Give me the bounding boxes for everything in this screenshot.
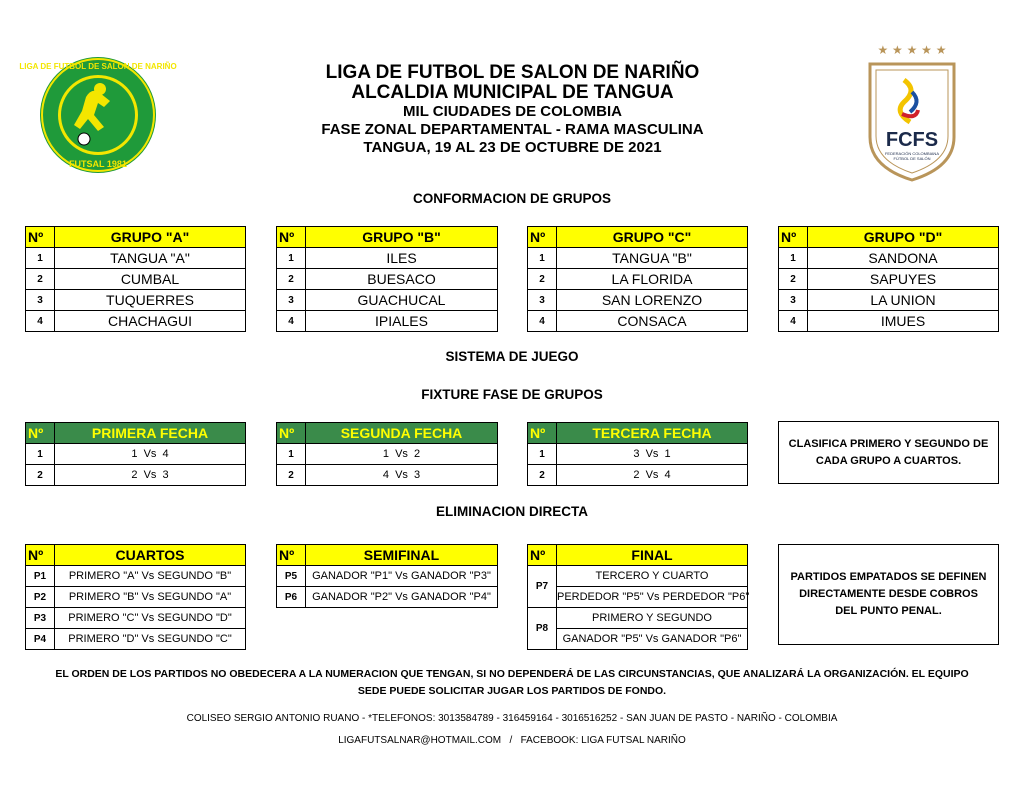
logo-ring-top: LIGA DE FUTBOL DE SALON DE NARIÑO xyxy=(19,62,177,71)
group-title: GRUPO "B" xyxy=(306,227,498,248)
team-name: SAPUYES xyxy=(808,269,999,290)
team-name: BUESACO xyxy=(306,269,498,290)
match-code: P5 xyxy=(277,566,306,587)
match-label: PRIMERO Y SEGUNDO xyxy=(557,608,748,629)
team-name: GUACHUCAL xyxy=(306,290,498,311)
group-c-table xyxy=(527,226,748,332)
row-number: 1 xyxy=(779,248,808,269)
title-alcaldia: ALCALDIA MUNICIPAL DE TANGUA xyxy=(351,82,674,103)
title-date: TANGUA, 19 AL 23 DE OCTUBRE DE 2021 xyxy=(363,139,662,156)
team-name: CHACHAGUI xyxy=(55,311,246,332)
cuartos-table xyxy=(25,544,246,650)
group-title: GRUPO "C" xyxy=(557,227,748,248)
group-title: GRUPO "D" xyxy=(808,227,999,248)
match: PRIMERO "C" Vs SEGUNDO "D" xyxy=(55,608,246,629)
num-header: Nº xyxy=(528,545,557,566)
row-number: 2 xyxy=(779,269,808,290)
match: PRIMERO "A" Vs SEGUNDO "B" xyxy=(55,566,246,587)
row-number: 1 xyxy=(277,248,306,269)
footer-email: LIGAFUTSALNAR@HOTMAIL.COM / FACEBOOK: LIGA FUTSAL NARIÑO xyxy=(338,735,686,746)
row-number: 3 xyxy=(779,290,808,311)
match: GANADOR "P5" Vs GANADOR "P6" xyxy=(557,629,748,650)
row-number: 2 xyxy=(277,269,306,290)
team-name: IMUES xyxy=(808,311,999,332)
document-header xyxy=(250,63,775,157)
match: GANADOR "P1" Vs GANADOR "P3" xyxy=(306,566,498,587)
match-code: P4 xyxy=(26,629,55,650)
fcfs-text: FCFS xyxy=(885,129,939,151)
title-fase: FASE ZONAL DEPARTAMENTAL - RAMA MASCULINA xyxy=(321,121,704,138)
final-title: FINAL xyxy=(557,545,748,566)
num-header: Nº xyxy=(26,423,55,444)
fcfs-logo xyxy=(862,42,962,182)
match: 1 Vs 2 xyxy=(306,444,498,465)
team-name: SAN LORENZO xyxy=(557,290,748,311)
fixture-title: SEGUNDA FECHA xyxy=(306,423,498,444)
row-number: 2 xyxy=(277,465,306,486)
match-code: P1 xyxy=(26,566,55,587)
team-name: CUMBAL xyxy=(55,269,246,290)
row-number: 4 xyxy=(26,311,55,332)
match: PRIMERO "B" Vs SEGUNDO "A" xyxy=(55,587,246,608)
title-liga: LIGA DE FUTBOL DE SALON DE NARIÑO xyxy=(325,62,700,83)
svg-text:★ ★ ★ ★ ★: ★ ★ ★ ★ ★ xyxy=(877,43,947,57)
fixture-tercera-table xyxy=(527,422,748,486)
team-name: SANDONA xyxy=(808,248,999,269)
num-header: Nº xyxy=(277,545,306,566)
semifinal-title: SEMIFINAL xyxy=(306,545,498,566)
liga-futsal-logo xyxy=(19,55,177,175)
match-code: P6 xyxy=(277,587,306,608)
group-b-table xyxy=(276,226,498,332)
row-number: 1 xyxy=(277,444,306,465)
group-title: GRUPO "A" xyxy=(55,227,246,248)
num-header: Nº xyxy=(277,227,306,248)
final-table xyxy=(527,544,748,650)
row-number: 1 xyxy=(26,444,55,465)
logo-ring-bottom: FUTSAL 1981 xyxy=(69,159,127,169)
row-number: 2 xyxy=(26,269,55,290)
match-code: P8 xyxy=(528,608,557,650)
section-system-title: SISTEMA DE JUEGO xyxy=(445,349,579,364)
team-name: CONSACA xyxy=(557,311,748,332)
match-code: P2 xyxy=(26,587,55,608)
fixture-title: PRIMERA FECHA xyxy=(55,423,246,444)
row-number: 3 xyxy=(26,290,55,311)
match: 3 Vs 1 xyxy=(557,444,748,465)
semifinal-table xyxy=(276,544,498,608)
row-number: 2 xyxy=(26,465,55,486)
team-name: ILES xyxy=(306,248,498,269)
row-number: 4 xyxy=(277,311,306,332)
match: 1 Vs 4 xyxy=(55,444,246,465)
footer-rule-2: SEDE PUEDE SOLICITAR JUGAR LOS PARTIDOS DE FONDO. xyxy=(357,685,667,697)
fixture-primera-table xyxy=(25,422,246,486)
team-name: IPIALES xyxy=(306,311,498,332)
match-label: TERCERO Y CUARTO xyxy=(557,566,748,587)
fixture-note: CLASIFICA PRIMERO Y SEGUNDO DE CADA GRUPO A CUARTOS. xyxy=(778,421,999,484)
section-groups-title: CONFORMACION DE GRUPOS xyxy=(412,191,611,206)
fcfs-sub1: FEDERACIÓN COLOMBIANA xyxy=(884,151,940,156)
row-number: 4 xyxy=(528,311,557,332)
fixture-title: TERCERA FECHA xyxy=(557,423,748,444)
match: 4 Vs 3 xyxy=(306,465,498,486)
section-fixture-title: FIXTURE FASE DE GRUPOS xyxy=(421,387,603,402)
num-header: Nº xyxy=(277,423,306,444)
match: 2 Vs 4 xyxy=(557,465,748,486)
section-elimination-title: ELIMINACION DIRECTA xyxy=(436,504,588,519)
row-number: 1 xyxy=(528,444,557,465)
team-name: TANGUA "A" xyxy=(55,248,246,269)
row-number: 1 xyxy=(528,248,557,269)
row-number: 4 xyxy=(779,311,808,332)
footer-contact: COLISEO SERGIO ANTONIO RUANO - *TELEFONOS: 3013584789 - 316459164 - 3016516252 - SAN JUAN DE PASTO - NARIÑO - COLOMBIA xyxy=(186,713,838,724)
group-a-table xyxy=(25,226,246,332)
team-name: LA UNION xyxy=(808,290,999,311)
num-header: Nº xyxy=(26,227,55,248)
title-mil-ciudades: MIL CIUDADES DE COLOMBIA xyxy=(403,103,622,120)
team-name: TANGUA "B" xyxy=(557,248,748,269)
team-name: LA FLORIDA xyxy=(557,269,748,290)
fcfs-sub2: FÚTBOL DE SALÓN xyxy=(893,156,931,161)
row-number: 3 xyxy=(277,290,306,311)
row-number: 2 xyxy=(528,269,557,290)
cuartos-title: CUARTOS xyxy=(55,545,246,566)
team-name: TUQUERRES xyxy=(55,290,246,311)
match-code: P7 xyxy=(528,566,557,608)
footer-rule-1: EL ORDEN DE LOS PARTIDOS NO OBEDECERA A LA NUMERACION QUE TENGAN, SI NO DEPENDERÁ DE LAS CIRCUNSTANCIAS, QUE ANALIZARÁ LA ORGANIZACIÓN. EL EQUIPO xyxy=(55,668,969,680)
match: PERDEDOR "P5" Vs PERDEDOR "P6" xyxy=(557,587,748,608)
elimination-note: PARTIDOS EMPATADOS SE DEFINEN DIRECTAMENTE DESDE COBROS DEL PUNTO PENAL. xyxy=(778,544,999,645)
num-header: Nº xyxy=(779,227,808,248)
row-number: 2 xyxy=(528,465,557,486)
match: PRIMERO "D" Vs SEGUNDO "C" xyxy=(55,629,246,650)
match: GANADOR "P2" Vs GANADOR "P4" xyxy=(306,587,498,608)
row-number: 3 xyxy=(528,290,557,311)
num-header: Nº xyxy=(528,423,557,444)
match-code: P3 xyxy=(26,608,55,629)
num-header: Nº xyxy=(528,227,557,248)
row-number: 1 xyxy=(26,248,55,269)
group-d-table xyxy=(778,226,999,332)
num-header: Nº xyxy=(26,545,55,566)
match: 2 Vs 3 xyxy=(55,465,246,486)
fixture-segunda-table xyxy=(276,422,498,486)
